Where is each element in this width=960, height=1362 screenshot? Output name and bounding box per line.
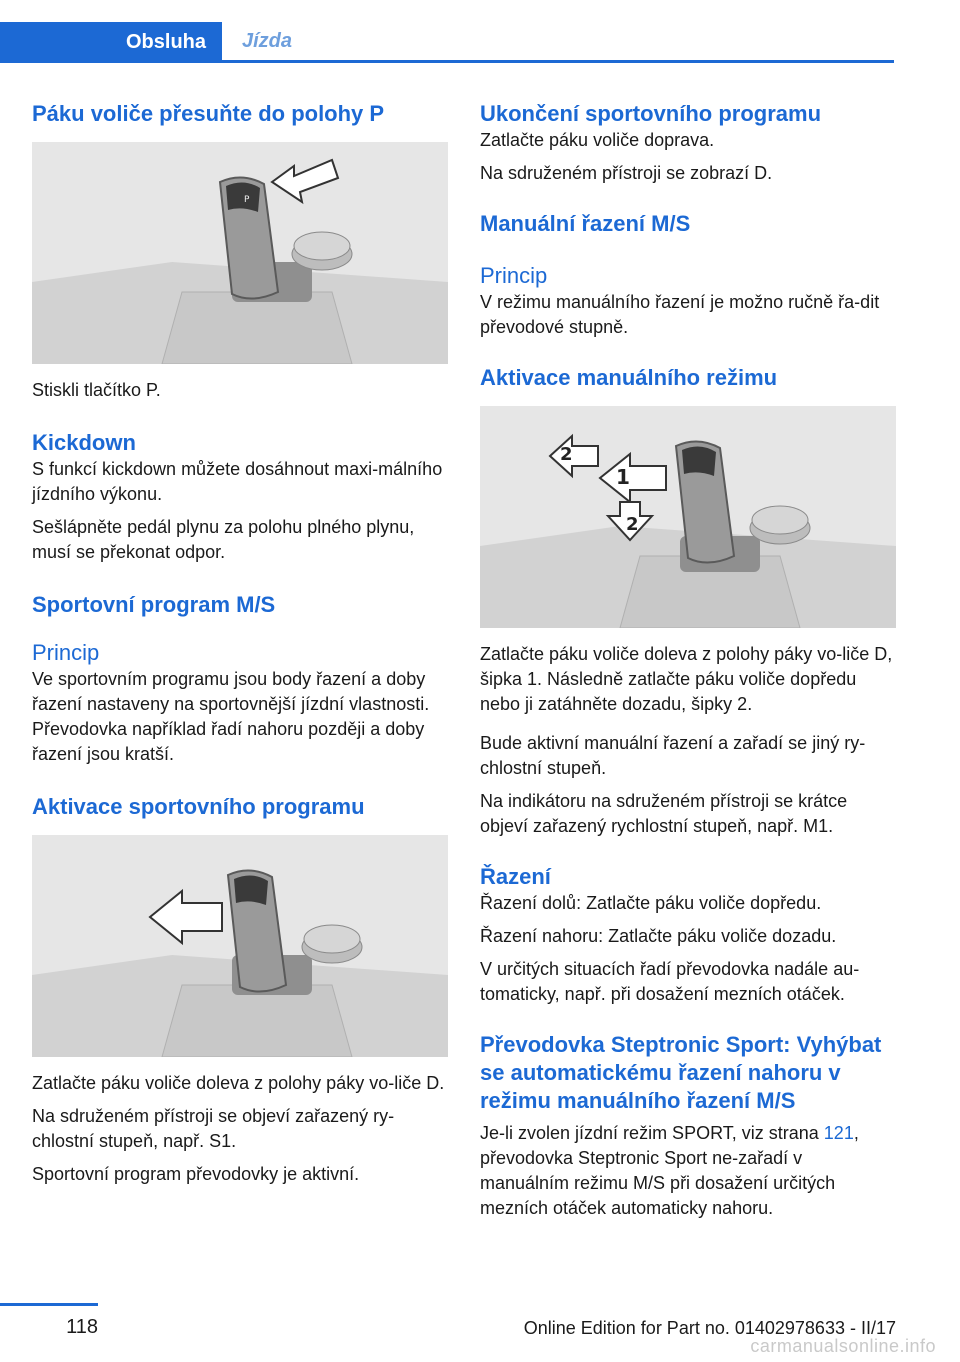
- para-steptronic: [480, 1121, 896, 1221]
- para-steptronic-b: , převodovka Steptronic Sport ne-zařadí v manuálním režimu M/S při dosažení určitých mezních otáček automaticky nahoru.: [480, 1123, 859, 1218]
- heading-princip-manual: Princip: [480, 263, 548, 288]
- fig3-label-2a: 2: [560, 444, 573, 465]
- para-kickdown-2: Sešlápněte pedál plynu za polohu plného plynu, musí se překonat odpor.: [32, 517, 415, 562]
- figure-gear-selector-arrows: [480, 406, 896, 628]
- heading-sport-end: Ukončení sportovního programu: [480, 101, 822, 126]
- tab-obsluha[interactable]: Obsluha: [0, 22, 222, 63]
- para-razeni-2: Řazení nahoru: Zatlačte páku voliče dozadu.: [480, 926, 837, 946]
- heading-park-position: Páku voliče přesuňte do polohy P: [32, 101, 385, 126]
- heading-sport-activation: Aktivace sportovního programu: [32, 794, 365, 819]
- figure-gear-selector-left: [32, 835, 448, 1057]
- heading-kickdown: Kickdown: [32, 430, 136, 455]
- right-column: [480, 100, 896, 1221]
- para-manual-activate-2: Bude aktivní manuální řazení a zařadí se jiný ry-chlostní stupeň.: [480, 733, 866, 778]
- para-sport-activate-3: Sportovní program převodovky je aktivní.: [32, 1164, 360, 1184]
- para-kickdown-1: S funkcí kickdown můžete dosáhnout maxi-málního jízdního výkonu.: [32, 459, 443, 504]
- para-sport-princip: Ve sportovním programu jsou body řazení a doby řazení nastaveny na sportovnější jízdní vlastnosti. Převodovka například řadí nahoru později a doby řazení jsou kratší.: [32, 669, 430, 764]
- heading-manual-activation: Aktivace manuálního režimu: [480, 365, 778, 390]
- heading-sport-program: Sportovní program M/S: [32, 592, 276, 617]
- para-razeni-3: V určitých situacích řadí převodovka nadále au-tomaticky, např. při dosažení mezních otáček.: [480, 959, 860, 1004]
- heading-manual: Manuální řazení M/S: [480, 211, 691, 236]
- para-manual-activate-3: Na indikátoru na sdruženém přístroji se krátce objeví zařazený rychlostní stupeň, např. M1.: [480, 791, 848, 836]
- heading-razeni: Řazení: [480, 864, 551, 889]
- para-sport-end-2: Na sdruženém přístroji se zobrazí D.: [480, 163, 773, 183]
- para-steptronic-a: Je-li zvolen jízdní režim SPORT, viz strana: [480, 1123, 819, 1143]
- para-manual-activate-1: Zatlačte páku voliče doleva z polohy páky vo-liče D, šipka 1. Následně zatlačte páku voliče dopředu nebo ji zatáhněte dozadu, šipky 2.: [480, 644, 893, 714]
- para-sport-activate-1: Zatlačte páku voliče doleva z polohy páky vo-liče D.: [32, 1073, 445, 1093]
- footer-rule: [0, 1303, 98, 1306]
- left-column: [32, 100, 448, 1187]
- para-press-p: Stiskli tlačítko P.: [32, 380, 161, 400]
- para-sport-end-1: Zatlačte páku voliče doprava.: [480, 130, 715, 150]
- edition-note: Online Edition for Part no. 01402978633 - II/17: [523, 1318, 896, 1338]
- watermark: carmanualsonline.info: [750, 1336, 936, 1356]
- chapter-tabbar: [0, 22, 894, 62]
- heading-princip-sport: Princip: [32, 640, 100, 665]
- heading-steptronic-sport: Převodovka Steptronic Sport: Vyhýbat se automatickému řazení nahoru v režimu manuálního řazení M/S: [480, 1032, 882, 1113]
- fig3-label-2b: 2: [626, 514, 639, 535]
- para-razeni-1: Řazení dolů: Zatlačte páku voliče dopředu.: [480, 893, 822, 913]
- fig3-label-1: 1: [616, 465, 630, 489]
- fig1-p-label: P: [244, 195, 250, 205]
- figure-gear-selector-p: [32, 142, 448, 364]
- para-manual-princip: V režimu manuálního řazení je možno ručně řa-dit převodové stupně.: [480, 292, 880, 337]
- para-sport-activate-2: Na sdruženém přístroji se objeví zařazený ry-chlostní stupeň, např. S1.: [32, 1106, 395, 1151]
- tab-jizda[interactable]: Jízda: [242, 29, 293, 52]
- page-link-121[interactable]: 121: [823, 1123, 854, 1143]
- tabbar-rule: [0, 60, 894, 63]
- page-number: 118: [66, 1316, 98, 1338]
